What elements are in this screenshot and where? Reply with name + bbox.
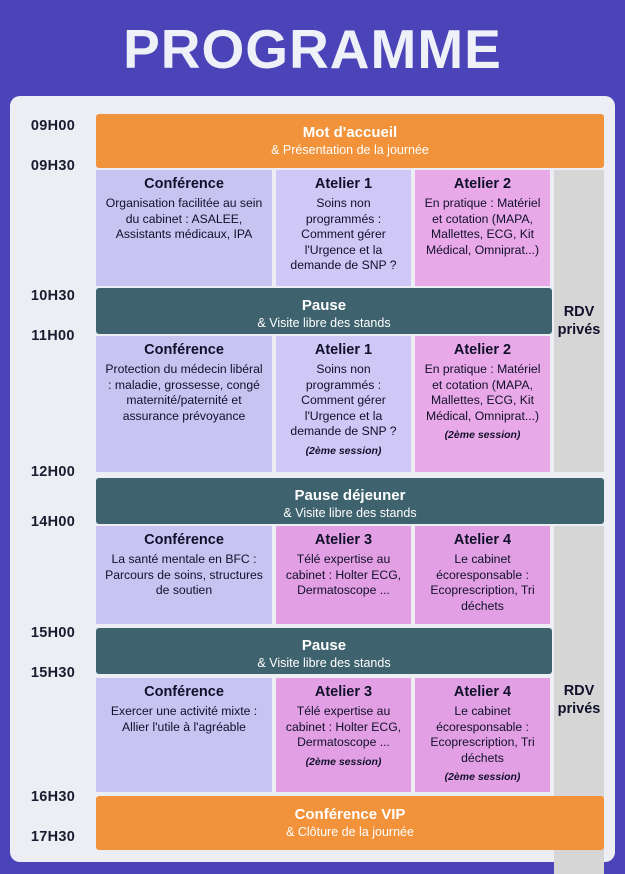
session-pause-1 (96, 288, 552, 334)
session-atelier-3b-title: Atelier 3 (314, 684, 373, 700)
session-atelier-3a-title: Atelier 3 (314, 532, 373, 548)
session-conf-2-body: Protection du médecin libéral : maladie, grossesse, congé maternité/paternité et assurance prévoyance (105, 362, 263, 423)
session-conf-1-title: Conférence (144, 176, 224, 192)
session-lunch-title: Pause déjeuner (294, 487, 406, 504)
session-conf-1-body: Organisation facilitée au sein du cabinet : ASALEE, Assistants médicaux, IPA (105, 196, 263, 242)
session-atelier-4b (415, 678, 550, 792)
session-conference-vip-title: Conférence VIP (294, 806, 406, 823)
time-label-1630: 16H30 (30, 789, 76, 805)
session-atelier-1b-title: Atelier 1 (314, 342, 373, 358)
time-label-1400: 14H00 (30, 514, 76, 530)
session-atelier-2a-body: En pratique : Matériel et cotation (MAPA, Mallettes, ECG, Kit Médical, Omniprat...) (424, 196, 541, 257)
session-atelier-4b-body: Le cabinet écoresponsable : Ecoprescription, Tri déchets (430, 704, 535, 765)
session-atelier-4a (415, 526, 550, 624)
session-conf-1 (96, 170, 272, 286)
session-atelier-4b-title: Atelier 4 (453, 684, 512, 700)
session-welcome (96, 114, 604, 168)
session-pause-1-subtitle: & Visite libre des stands (257, 316, 391, 330)
session-conference-vip (96, 796, 604, 850)
session-conf-3-title: Conférence (144, 532, 224, 548)
session-atelier-1b-note: (2ème session) (305, 445, 382, 458)
session-pause-2 (96, 628, 552, 674)
session-atelier-3b (276, 678, 411, 792)
session-atelier-3b-note: (2ème session) (305, 755, 382, 768)
session-atelier-1a-title: Atelier 1 (314, 176, 373, 192)
rdv-prives-morning-line2: privés (557, 322, 601, 338)
schedule-card (10, 96, 615, 862)
session-lunch (96, 478, 604, 524)
session-atelier-1a-body: Soins non programmés : Comment gérer l'Urgence et la demande de SNP ? (290, 196, 397, 273)
session-atelier-2b-note: (2ème session) (444, 429, 521, 442)
session-conference-vip-subtitle: & Clôture de la journée (286, 825, 414, 839)
session-atelier-2a (415, 170, 550, 286)
time-label-1200: 12H00 (30, 464, 76, 480)
session-atelier-4b-note: (2ème session) (444, 771, 521, 784)
page-title: PROGRAMME (123, 18, 502, 80)
session-welcome-subtitle: & Présentation de la journée (271, 143, 429, 157)
time-label-1500: 15H00 (30, 625, 76, 641)
time-label-0900: 09H00 (30, 118, 76, 134)
session-atelier-4a-title: Atelier 4 (453, 532, 512, 548)
session-conf-4 (96, 678, 272, 792)
time-label-1100: 11H00 (31, 328, 75, 344)
time-label-1530: 15H30 (30, 665, 76, 681)
time-label-1030: 10H30 (30, 288, 76, 304)
session-lunch-subtitle: & Visite libre des stands (283, 506, 417, 520)
session-atelier-3b-body: Télé expertise au cabinet : Holter ECG, Dermatoscope ... (285, 704, 402, 750)
session-welcome-title: Mot d'accueil (302, 124, 398, 141)
session-conf-3-body: La santé mentale en BFC : Parcours de soins, structures de soutien (105, 552, 263, 598)
time-label-0930: 09H30 (30, 158, 76, 174)
session-pause-1-title: Pause (301, 297, 347, 314)
session-atelier-3a-body: Télé expertise au cabinet : Holter ECG, Dermatoscope ... (285, 552, 402, 598)
session-atelier-2a-title: Atelier 2 (453, 176, 512, 192)
session-atelier-2b (415, 336, 550, 472)
rdv-prives-morning-line1: RDV (563, 303, 595, 320)
rdv-prives-morning (554, 170, 604, 472)
session-atelier-2b-title: Atelier 2 (453, 342, 512, 358)
rdv-prives-afternoon-line2: privés (557, 701, 601, 717)
rdv-prives-afternoon-line1: RDV (563, 682, 595, 699)
session-conf-3 (96, 526, 272, 624)
time-column (10, 96, 96, 862)
time-label-1730: 17H30 (30, 829, 76, 845)
session-atelier-1b (276, 336, 411, 472)
session-conf-4-title: Conférence (144, 684, 224, 700)
session-atelier-4a-body: Le cabinet écoresponsable : Ecoprescription, Tri déchets (430, 552, 535, 613)
session-conf-4-body: Exercer une activité mixte : Allier l'utile à l'agréable (110, 704, 258, 734)
session-pause-2-subtitle: & Visite libre des stands (257, 656, 391, 670)
session-conf-2-title: Conférence (144, 342, 224, 358)
schedule-grid (10, 96, 615, 862)
session-atelier-1b-body: Soins non programmés : Comment gérer l'Urgence et la demande de SNP ? (290, 362, 397, 439)
session-atelier-3a (276, 526, 411, 624)
session-conf-2 (96, 336, 272, 472)
session-atelier-1a (276, 170, 411, 286)
session-pause-2-title: Pause (301, 637, 347, 654)
session-atelier-2b-body: En pratique : Matériel et cotation (MAPA, Mallettes, ECG, Kit Médical, Omniprat...) (424, 362, 541, 423)
